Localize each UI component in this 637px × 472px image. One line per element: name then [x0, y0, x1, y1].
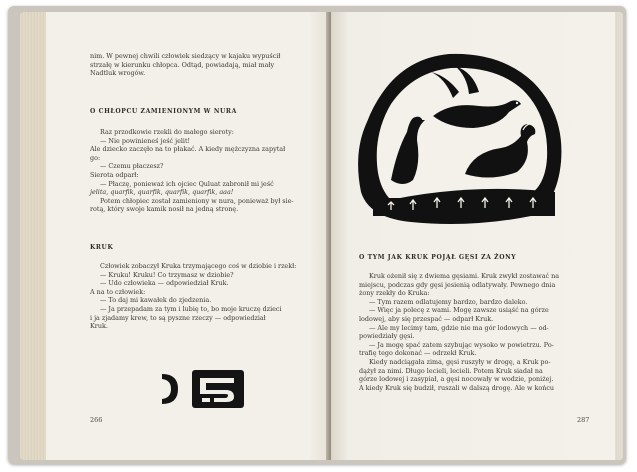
- intro-paragraph: [90, 52, 318, 78]
- page-edge: [20, 12, 46, 460]
- text-line: Kruk ożenił się z dwiema gęsiami. Kruk zwykł zostawać na: [369, 272, 560, 280]
- text-line: — Ja przepadam za tym i lubię to, bo moje kruczę dzieci: [100, 304, 282, 313]
- text-line: i ja zjadamy krew, to są pyszne rzeczy — odpowiedział: [90, 313, 266, 322]
- story-text: [359, 272, 605, 392]
- text-line: — Czemu płaczesz?: [100, 162, 164, 171]
- text-line: jelita, quarfik, quarfik, quarfik, quarfik, aaa!: [90, 188, 234, 197]
- text-line: — Nie powinieneś jeść jelit!: [100, 136, 191, 145]
- text-line: — Tym razem odlatujemy bardzo, bardzo daleko.: [369, 297, 528, 306]
- page-edge: [615, 12, 623, 460]
- open-book: [8, 6, 626, 464]
- text-line: go:: [90, 153, 101, 162]
- text-line: — Ja mogę spać zatem szybując wysoko w powietrzu. Po-: [369, 340, 554, 349]
- text-line: strzałę w kierunku chłopca. Odtąd, powiadają, miał mały: [90, 60, 275, 69]
- text-line: Potem chłopiec został zamieniony w nura, ponieważ był sie-: [100, 196, 294, 205]
- page-number: 287: [577, 416, 590, 424]
- text-line: trafię tego dokonać — odrzekł Kruk.: [359, 349, 477, 358]
- text-line: miejscu, podczas gdy gęsi jesienią odlatywały. Pewnego dnia: [359, 280, 556, 289]
- text-line: Sierota odparł:: [90, 170, 139, 179]
- text-line: górze lodowej i zasypiał, a gęsi nocowały w wodzie, poniżej.: [359, 375, 554, 384]
- text-line: rotą, który swoje kamik nosił na jedną stronę.: [90, 205, 239, 214]
- text-line: nim. W pewnej chwili człowiek siedzący w kajaku wypuścił: [90, 52, 281, 60]
- page-number: 266: [90, 416, 103, 424]
- text-line: — Więc ja polecę z wami. Mogę zawsze usiąść na górze: [369, 306, 549, 315]
- text-line: — To daj mi kawałek do zjedzenia.: [100, 296, 212, 305]
- text-line: Ale dziecko zaczęło na to płakać. A kiedy mężczyzna zapytał: [90, 145, 286, 154]
- text-line: Raz przodkowie rzekli do małego sieroty:: [100, 128, 234, 136]
- text-line: lodowej, aby się przespać — odparł Kruk.: [359, 314, 494, 323]
- geese-woodcut-illustration: [351, 32, 569, 228]
- eskimo-glyph-ornament: [162, 368, 244, 410]
- story-title: O TYM JAK KRUK POJĄŁ GĘSI ZA ŻONY: [359, 254, 517, 261]
- text-line: — Kruku! Kruku! Co trzymasz w dziobie?: [100, 270, 234, 279]
- text-line: Człowiek zobaczył Kruka trzymającego coś w dziobie i rzekł:: [100, 262, 297, 270]
- text-line: Nadtluk wrogów.: [90, 69, 146, 78]
- text-line: A kiedy Kruk się budził, ruszali w dalszą drogę. Ale w końcu: [359, 383, 555, 392]
- text-line: Kruk.: [90, 322, 108, 331]
- section-text: [90, 128, 318, 214]
- right-page: [331, 12, 623, 460]
- section-heading: KRUK: [90, 244, 114, 251]
- text-line: Kiedy nadciągała zima, gęsi ruszyły w drogę, a Kruk po-: [369, 357, 551, 366]
- text-line: A na to człowiek:: [90, 287, 146, 296]
- text-line: żony rzekły do Kruka:: [359, 289, 430, 298]
- left-page: [20, 12, 334, 460]
- text-line: — Płaczę, ponieważ ich ojciec Quluat zabronił mi jeść: [100, 179, 274, 188]
- section-text: [90, 262, 318, 331]
- text-line: — Udo człowieka — odpowiedział Kruk.: [100, 279, 229, 288]
- text-line: powiedziały gęsi.: [359, 332, 415, 341]
- text-line: dążył za nimi. Długo lecieli, lecieli. Potem Kruk siadał na: [359, 366, 543, 375]
- crescent-glyph: [162, 374, 178, 404]
- section-heading: O CHŁOPCU ZAMIENIONYM W NURA: [90, 108, 237, 115]
- text-line: — Ale my lecimy tam, gdzie nie ma gór lodowych — od-: [369, 323, 549, 332]
- box-glyph: [192, 370, 244, 408]
